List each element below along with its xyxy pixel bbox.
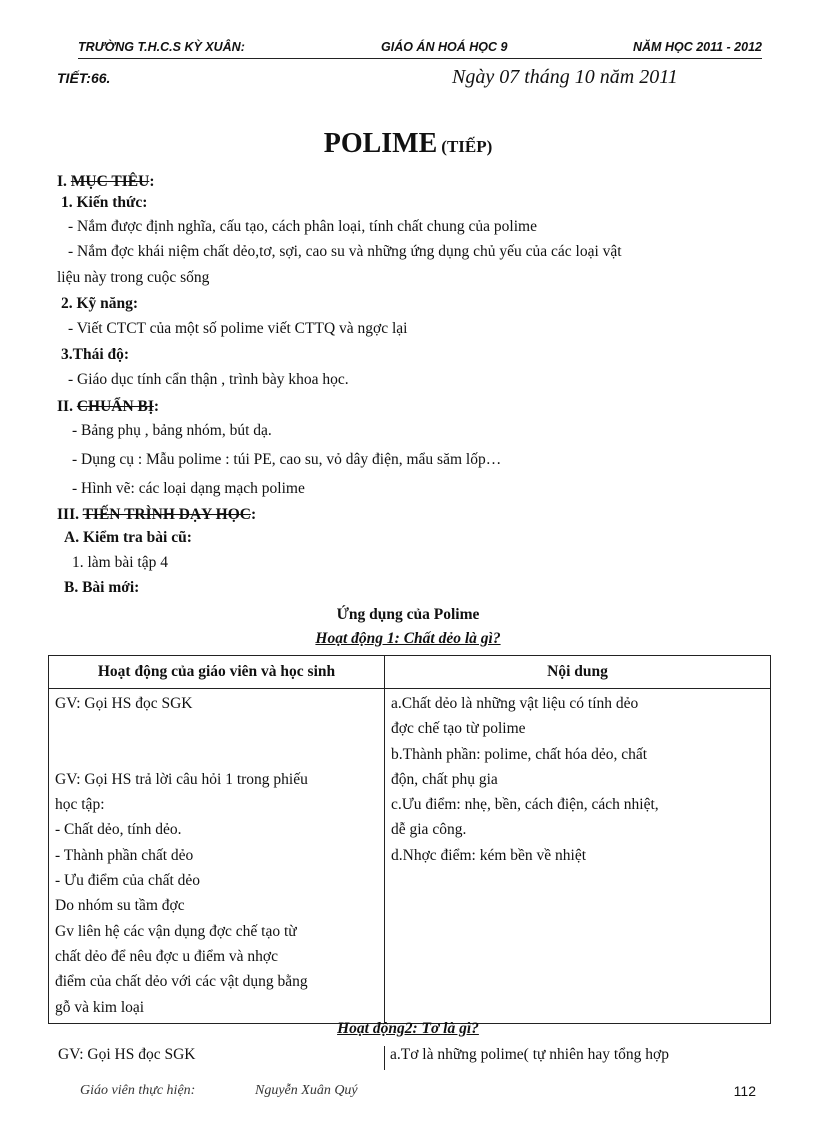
section-3-heading xyxy=(57,505,256,525)
title-main: POLIME xyxy=(323,128,438,159)
left-line: - Chất dẻo, tính dẻo. xyxy=(55,821,182,839)
skill-item-1: - Viết CTCT của một số polime viết CTTQ và ngợc lại xyxy=(68,320,408,337)
teacher-student-cell xyxy=(49,689,385,1024)
right-line: c.Ưu điểm: nhẹ, bền, cách điện, cách nhiệt, xyxy=(391,796,659,814)
left-line: chất dẻo để nêu đợc u điểm và nhợc xyxy=(55,947,278,965)
left-line: gỗ và kim loại xyxy=(55,998,145,1016)
left-line: - Thành phần chất dẻo xyxy=(55,846,194,864)
section-1-title: MỤC TIÊU xyxy=(70,173,150,190)
page-header xyxy=(78,40,762,59)
section-2-colon: : xyxy=(153,398,160,415)
activity-2-right: a.Tơ là những polime( tự nhiên hay tổng hợp xyxy=(390,1046,669,1063)
header-school: TRƯỜNG T.H.C.S KỲ XUÂN: xyxy=(78,40,245,54)
left-line: học tập: xyxy=(55,796,105,814)
footer-teacher-name: Nguyễn Xuân Quý xyxy=(255,1083,358,1098)
right-line: d.Nhợc điểm: kém bền về nhiệt xyxy=(391,846,587,864)
section-1-number: I. xyxy=(57,173,71,190)
lesson-date: Ngày 07 tháng 10 năm 2011 xyxy=(452,66,678,88)
right-line: đợc chế tạo từ polime xyxy=(391,720,526,738)
col-header-content: Nội dung xyxy=(385,656,771,689)
knowledge-item-2-cont: liệu này trong cuộc sống xyxy=(57,269,210,286)
left-line: Gv liên hệ các vận dụng đợc chế tạo từ xyxy=(55,922,297,940)
knowledge-item-2: - Nắm đợc khái niệm chất dẻo,tơ, sợi, cao su và những ứng dụng chủ yếu của các loại vật xyxy=(68,243,622,260)
prep-item-1: - Bảng phụ , bảng nhóm, bút dạ. xyxy=(72,422,272,439)
left-line: - Ưu điểm của chất dẻo xyxy=(55,872,201,890)
activity-2-row xyxy=(48,1042,770,1072)
section-1-heading xyxy=(57,172,154,192)
review-item-1: 1. làm bài tập 4 xyxy=(72,554,168,571)
right-line: a.Chất dẻo là những vật liệu có tính dẻo xyxy=(391,695,639,712)
left-line: GV: Gọi HS đọc SGK xyxy=(55,695,193,712)
lesson-number: TIẾT:66. xyxy=(57,70,111,86)
left-spacer xyxy=(55,716,378,741)
section-1-colon: : xyxy=(149,173,155,190)
left-line: điểm của chất dẻo với các vật dụng bằng xyxy=(55,973,308,991)
activity-2-left: GV: Gọi HS đọc SGK xyxy=(58,1046,196,1063)
title-sub: (TIẾP) xyxy=(441,137,493,156)
page-number: 112 xyxy=(733,1083,756,1099)
table-header-row xyxy=(49,656,771,689)
section-2-number: II. xyxy=(57,398,77,415)
attitude-item-1: - Giáo dục tính cẩn thận , trình bày khoa học. xyxy=(68,371,349,388)
page-title xyxy=(0,128,816,160)
section-3-colon: : xyxy=(250,506,257,523)
col-header-activities: Hoạt động của giáo viên và học sinh xyxy=(49,656,385,689)
section-3-title: TIẾN TRÌNH DẠY HỌC xyxy=(82,506,251,523)
section-3-number: III. xyxy=(57,506,83,523)
section-2-title: CHUẨN BỊ xyxy=(76,398,154,415)
right-line: dễ gia công. xyxy=(391,821,467,839)
new-lesson-heading: B. Bài mới: xyxy=(64,579,140,596)
knowledge-item-1: - Nắm được định nghĩa, cấu tạo, cách phân loại, tính chất chung của polime xyxy=(68,218,537,235)
content-cell xyxy=(385,689,771,1024)
header-subject: GIÁO ÁN HOÁ HỌC 9 xyxy=(381,40,508,54)
left-line: GV: Gọi HS trả lời câu hỏi 1 trong phiếu xyxy=(55,770,308,788)
activity-1-title: Hoạt động 1: Chất dẻo là gì? xyxy=(315,630,501,647)
right-line: b.Thành phần: polime, chất hóa dẻo, chất xyxy=(391,745,648,763)
section-title: Ứng dụng của Polime xyxy=(336,606,480,623)
left-spacer xyxy=(55,742,378,767)
header-year: NĂM HỌC 2011 - 2012 xyxy=(633,40,762,54)
skill-heading: 2. Kỹ năng: xyxy=(61,295,139,312)
attitude-heading: 3.Thái độ: xyxy=(61,346,130,363)
prep-item-3: - Hình vẽ: các loại dạng mạch polime xyxy=(72,480,305,497)
prep-item-2: - Dụng cụ : Mẫu polime : túi PE, cao su, vỏ dây điện, mẩu săm lốp… xyxy=(72,451,502,468)
left-line: Do nhóm su tầm đợc xyxy=(55,897,185,915)
right-line: độn, chất phụ gia xyxy=(391,770,498,788)
review-heading: A. Kiểm tra bài cũ: xyxy=(64,529,192,546)
section-2-heading xyxy=(57,397,159,417)
column-divider xyxy=(384,1046,385,1070)
table-row xyxy=(49,689,771,1024)
knowledge-heading: 1. Kiến thức: xyxy=(61,194,148,211)
footer-label: Giáo viên thực hiện: xyxy=(80,1083,196,1098)
activity-2-title: Hoạt động2: Tơ là gì? xyxy=(337,1020,479,1037)
activity-table xyxy=(48,655,771,1024)
